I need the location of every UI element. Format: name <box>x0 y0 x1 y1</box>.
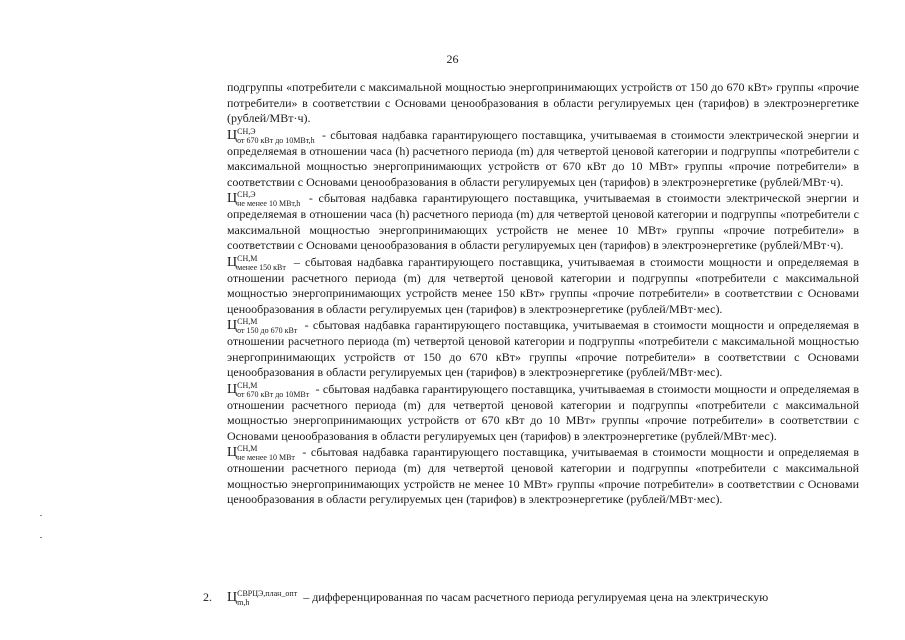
formula-indices <box>237 382 309 398</box>
formula-indices <box>237 590 297 606</box>
definition-text: - сбытовая надбавка гарантирующего поставщика, учитываемая в стоимости мощности и определяемая в отношении расчетного периода (m) четвертой ценовой категории и подгруппы «потребители с максимальной мощностью энергопринимающих устройств от 150 до 670 кВт» группы «прочие потребители» в соответствии с Основами ценообразования в области регулируемых цен (тарифов) в электроэнергетике (рублей/МВт·мес). <box>227 318 860 379</box>
formula-superscript: СВРЦЭ,план_опт <box>237 589 298 598</box>
formula-symbol: Ц <box>227 590 238 605</box>
formula-subscript: менее 150 кВт <box>237 262 286 272</box>
definition-text: - сбытовая надбавка гарантирующего поставщика, учитываемая в стоимости электрической энергии и определяемая в отношении часа (h) расчетного периода (m) для четвертой ценовой категории и подгруппы «потребители с максимальной мощностью энергопринимающих устройств не менее 10 МВт» группы «прочие потребители» в соответствии с Основами ценообразования в области регулируемых цен (тарифов) в электроэнергетике (рублей/МВт·ч). <box>227 191 859 252</box>
page-body <box>227 80 859 508</box>
formula-symbol: Ц <box>227 127 238 143</box>
formula-superscript: СН,М <box>237 253 258 263</box>
formula-indices <box>237 255 286 271</box>
scan-speck <box>40 537 42 538</box>
formula-superscript: СН,М <box>237 380 258 390</box>
definition-paragraph <box>227 255 859 318</box>
formula-superscript: СН,Э <box>237 126 256 136</box>
formula-indices <box>237 191 300 207</box>
formula-subscript: не менее 10 МВт <box>237 453 295 462</box>
formula-subscript: m,h <box>237 598 250 607</box>
formula-indices <box>237 318 297 334</box>
item-text: – дифференцированная по часам расчетного периода регулируемая цена на электрическую <box>303 590 769 604</box>
intro-paragraph: подгруппы «потребители с максимальной мощностью энергопринимающих устройств от 150 до 670 кВт» группы «прочие потребители» в соответствии с Основами ценообразования в области регулируемых цен (тарифов) в электроэнергетике (рублей/МВт·ч). <box>227 80 859 125</box>
formula-symbol: Ц <box>227 254 238 270</box>
formula-subscript: не менее 10 МВт,h <box>237 199 301 208</box>
formula-indices <box>237 128 315 144</box>
formula-superscript: СН,Э <box>237 190 256 199</box>
scan-speck <box>40 515 42 516</box>
definition-paragraph <box>227 128 859 191</box>
formula-indices <box>237 445 295 461</box>
formula-symbol: Ц <box>227 445 238 460</box>
formula-subscript: от 150 до 670 кВт <box>237 326 298 335</box>
page-number: 26 <box>446 52 459 66</box>
formula-superscript: СН,М <box>237 444 258 453</box>
formula-symbol: Ц <box>227 318 238 333</box>
definition-text: - сбытовая надбавка гарантирующего поставщика, учитываемая в стоимости электрической энергии и определяемая в отношении часа (h) расчетного периода (m) для четвертой ценовой категории и подгруппы «потребители с максимальной мощностью энергопринимающих устройств от 670 кВт до 10 МВт» группы «прочие потребители» в соответствии с Основами ценообразования в области регулируемых цен (тарифов) в электроэнергетике (рублей/МВт·ч). <box>227 127 860 189</box>
formula-subscript: от 670 кВт до 10МВт <box>237 389 310 399</box>
definition-paragraph <box>227 382 859 445</box>
definition-paragraph <box>227 191 859 254</box>
definition-paragraph <box>227 318 859 381</box>
formula-subscript: от 670 кВт до 10МВт,h <box>237 135 315 145</box>
definition-paragraph <box>227 445 859 508</box>
formula-symbol: Ц <box>227 381 238 397</box>
formula-symbol: Ц <box>227 191 238 206</box>
definition-text: - сбытовая надбавка гарантирующего поставщика, учитываемая в стоимости мощности и определяемая в отношении расчетного периода (m) для четвертой ценовой категории и подгруппы «потребители с максимальной мощностью энергопринимающих устройств не менее 10 МВт» группы «прочие потребители» в соответствии с Основами ценообразования в области регулируемых цен (тарифов) в электроэнергетике (рублей/МВт·мес). <box>227 445 860 506</box>
definition-text: - сбытовая надбавка гарантирующего поставщика, учитываемая в стоимости мощности и определяемая в отношении расчетного периода (m) для четвертой ценовой категории и подгруппы «потребители с максимальной мощностью энергопринимающих устройств от 670 кВт до 10 МВт» группы «прочие потребители» в соответствии с Основами ценообразования в области регулируемых цен (тарифов) в электроэнергетике (рублей/МВт·мес). <box>227 381 859 443</box>
item-number: 2. <box>203 590 212 604</box>
numbered-item-2 <box>203 590 859 606</box>
definition-text: – сбытовая надбавка гарантирующего поставщика, учитываемая в стоимости мощности и определяемая в отношении расчетного периода (m) для четвертой ценовой категории и подгруппы «потребители с максимальной мощностью энергопринимающих устройств менее 150 кВт» группы «прочие потребители» в соответствии с Основами ценообразования в области регулируемых цен (тарифов) в электроэнергетике (рублей/МВт·мес). <box>227 254 859 316</box>
formula-superscript: СН,М <box>237 317 258 326</box>
